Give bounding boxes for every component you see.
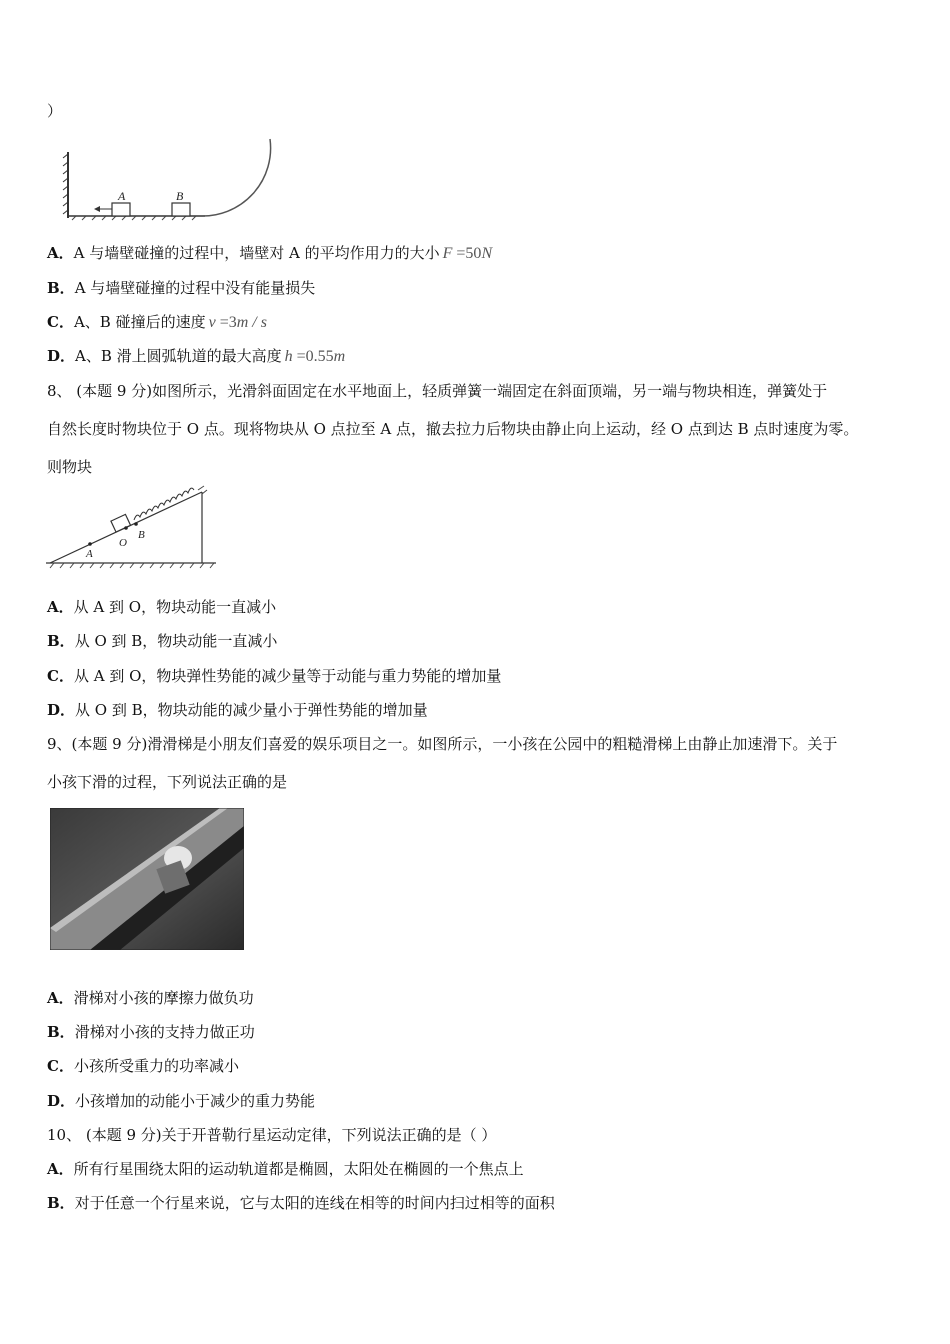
q9-option-d[interactable]: D．小孩增加的动能小于减少的重力势能 bbox=[47, 1092, 316, 1110]
q8-option-b[interactable]: B．从 O 到 B，物块动能一直减小 bbox=[47, 632, 278, 650]
q7-option-c-math: v =3m / s bbox=[208, 314, 267, 331]
q8-option-d[interactable]: D．从 O 到 B，物块动能的减少量小于弹性势能的增加量 bbox=[47, 701, 428, 719]
spring-coils bbox=[134, 488, 194, 520]
q10-option-a[interactable]: A．所有行星围绕太阳的运动轨道都是椭圆，太阳处在椭圆的一个焦点上 bbox=[47, 1160, 524, 1178]
q9-stem-line-1: 9、(本题 9 分)滑滑梯是小朋友们喜爱的娱乐项目之一。如图所示，一小孩在公园中的粗糙滑梯上由静止加速滑下。关于 bbox=[47, 735, 838, 753]
q7-option-d-math: h =0.55m bbox=[284, 348, 346, 365]
q9-option-b[interactable]: B．滑梯对小孩的支持力做正功 bbox=[47, 1023, 255, 1041]
arrow-head bbox=[94, 206, 100, 212]
wall-hatching bbox=[63, 152, 68, 218]
label-b: B bbox=[138, 529, 145, 541]
block-a bbox=[112, 203, 130, 216]
point-b bbox=[134, 522, 138, 526]
q7-option-b[interactable]: B．A 与墙壁碰撞的过程中没有能量损失 bbox=[47, 279, 316, 297]
q9-stem-line-2: 小孩下滑的过程，下列说法正确的是 bbox=[47, 773, 288, 791]
q8-stem-line-2: 自然长度时物块位于 O 点。现将物块从 O 点拉至 A 点，撤去拉力后物块由静止向上运动，经 O 点到达 B 点时速度为零。 bbox=[47, 420, 859, 438]
q7-option-a-math: F =50N bbox=[442, 245, 493, 262]
label-o: O bbox=[119, 537, 127, 549]
point-o bbox=[124, 526, 128, 530]
q9-option-c[interactable]: C．小孩所受重力的功率减小 bbox=[47, 1057, 239, 1075]
q8-incline-figure bbox=[44, 484, 220, 572]
q7-option-d[interactable]: D．A、B 滑上圆弧轨道的最大高度 h =0.55m bbox=[47, 347, 346, 365]
q7-track-figure bbox=[60, 134, 280, 224]
q9-option-a[interactable]: A．滑梯对小孩的摩擦力做负功 bbox=[47, 989, 254, 1007]
label-a: A bbox=[86, 548, 93, 560]
slide-photo-drawing bbox=[50, 808, 244, 950]
q7-option-a[interactable]: A．A 与墙壁碰撞的过程中，墙壁对 A 的平均作用力的大小 F =50N bbox=[47, 244, 493, 262]
label-b: B bbox=[176, 189, 184, 203]
q8-option-c[interactable]: C．从 A 到 O，物块弹性势能的减少量等于动能与重力势能的增加量 bbox=[47, 667, 502, 685]
q8-stem-line-1: 8、 (本题 9 分)如图所示，光滑斜面固定在水平地面上，轻质弹簧一端固定在斜面顶端，另一端与物块相连，弹簧处于 bbox=[47, 382, 828, 400]
q10-stem-line-1: 10、 (本题 9 分)关于开普勒行星运动定律，下列说法正确的是（ ） bbox=[47, 1126, 497, 1144]
point-a bbox=[88, 542, 92, 546]
label-a: A bbox=[118, 189, 126, 203]
ground-hatching bbox=[50, 563, 214, 568]
q7-stem-fragment: ） bbox=[47, 102, 63, 120]
arc-track bbox=[200, 139, 271, 216]
block-b bbox=[172, 203, 190, 216]
slide-photo bbox=[50, 808, 244, 950]
q10-option-b[interactable]: B．对于任意一个行星来说，它与太阳的连线在相等的时间内扫过相等的面积 bbox=[47, 1194, 555, 1212]
q8-stem-line-3: 则物块 bbox=[47, 458, 93, 476]
q8-option-a[interactable]: A．从 A 到 O，物块动能一直减小 bbox=[47, 598, 277, 616]
q7-option-c[interactable]: C．A、B 碰撞后的速度 v =3m / s bbox=[47, 313, 267, 331]
block bbox=[111, 514, 131, 532]
